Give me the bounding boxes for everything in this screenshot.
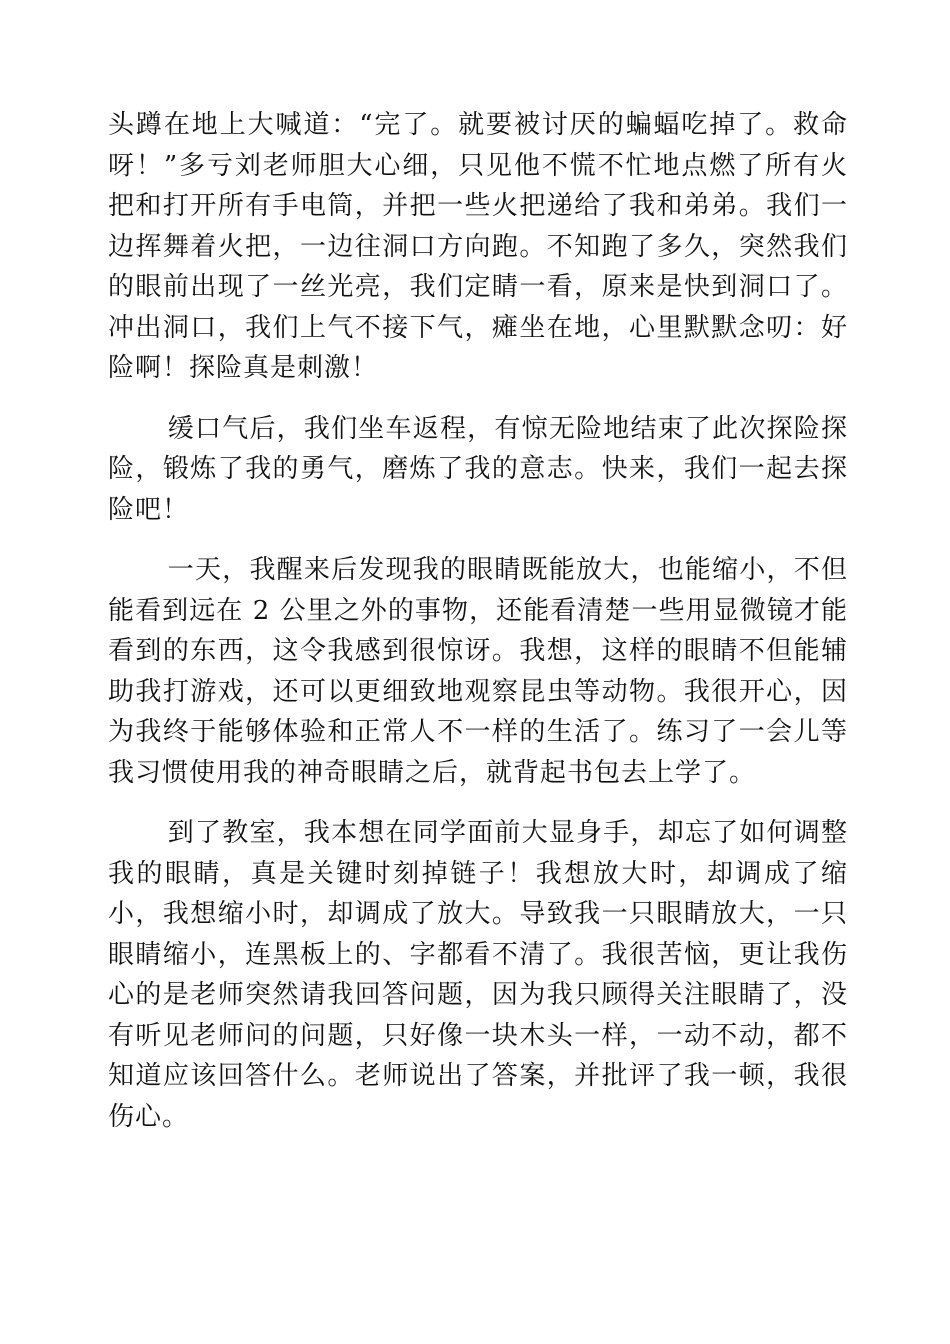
paragraph-3: 一天，我醒来后发现我的眼睛既能放大，也能缩小，不但能看到远在 2 公里之外的事物，还能看清楚一些用显微镜才能看到的东西，这令我感到很惊讶。我想，这样的眼睛不但能辅助我打游戏，还可以更细致地观察昆虫等动物。我很开心，因为我终于能够体验和正常人不一样的生活了。练习了一会儿等我习惯使用我的神奇眼睛之后，就背起书包去上学了。: [108, 555, 848, 788]
paragraph-2: 缓口气后，我们坐车返程，有惊无险地结束了此次探险探险，锻炼了我的勇气，磨炼了我的意志。快来，我们一起去探险吧！: [108, 413, 848, 525]
paragraph-1: 头蹲在地上大喊道：“完了。就要被讨厌的蝙蝠吃掉了。救命呀！”多亏刘老师胆大心细，只见他不慌不忙地点燃了所有火把和打开所有手电筒，并把一些火把递给了我和弟弟。我们一边挥舞着火把，一边往洞口方向跑。不知跑了多久，突然我们的眼前出现了一丝光亮，我们定睛一看，原来是快到洞口了。冲出洞口，我们上气不接下气，瘫坐在地，心里默默念叨：好险啊！探险真是刺激！: [108, 110, 848, 383]
paragraph-4: 到了教室，我本想在同学面前大显身手，却忘了如何调整我的眼睛，真是关键时刻掉链子！我想放大时，却调成了缩小，我想缩小时，却调成了放大。导致我一只眼睛放大，一只眼睛缩小，连黑板上的、字都看不清了。我很苦恼，更让我伤心的是老师突然请我回答问题，因为我只顾得关注眼睛了，没有听见老师问的问题，只好像一块木头一样，一动不动，都不知道应该回答什么。老师说出了答案，并批评了我一顿，我很伤心。: [108, 818, 848, 1132]
document-body: [108, 105, 848, 1157]
